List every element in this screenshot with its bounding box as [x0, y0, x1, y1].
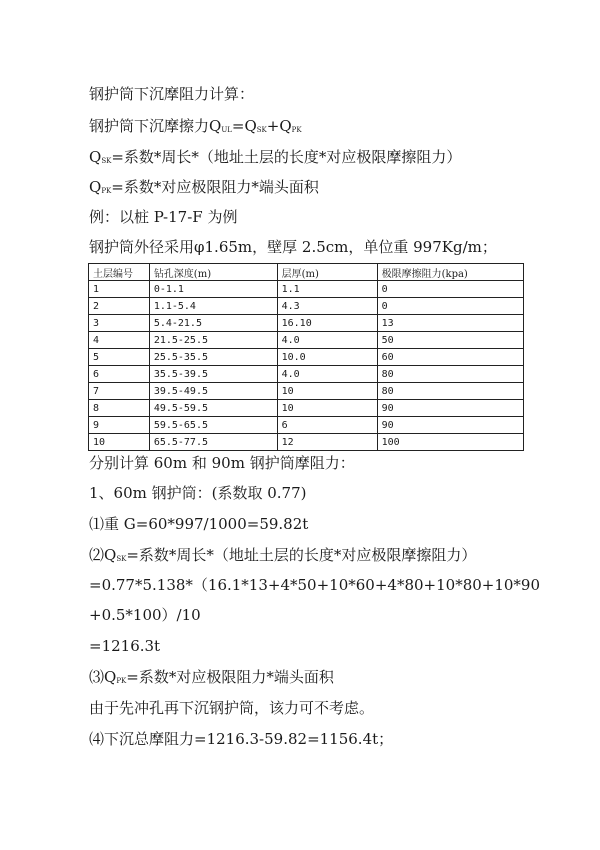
table-row — [89, 281, 524, 298]
header-depth: 钻孔深度(m) — [149, 264, 277, 281]
cell: 50 — [377, 332, 523, 349]
step-2-qsk: $⑵Q_{SK}=$系数*周长*（地址土层的长度*对应极限摩擦阻力） — [89, 546, 477, 564]
cell: 2 — [89, 298, 150, 315]
calc-intro: 分别计算 60m 和 90m 钢护筒摩阻力： — [89, 454, 355, 472]
cell: 4 — [89, 332, 150, 349]
step-4-total: ⑷下沉总摩阻力=1216.3-59.82=1156.4t； — [89, 730, 394, 748]
example-line: 例：以桩 P-17-F 为例 — [89, 208, 238, 226]
cell: 100 — [377, 434, 523, 451]
cell: 10 — [277, 383, 377, 400]
cell: 59.5-65.5 — [149, 417, 277, 434]
table-row — [89, 366, 524, 383]
friction-formula: 钢护筒下沉摩擦力$Q_{UL}=Q_{SK}+Q_{PK}$ — [89, 117, 302, 135]
pipe-spec: 钢护筒外径采用φ1.65m，壁厚 2.5cm，单位重 997Kg/m； — [89, 238, 497, 256]
cell: 80 — [377, 366, 523, 383]
cell: 6 — [277, 417, 377, 434]
cell: 10 — [277, 400, 377, 417]
header-layer-no: 土层编号 — [89, 264, 150, 281]
cell: 1.1 — [277, 281, 377, 298]
header-thickness: 层厚(m) — [277, 264, 377, 281]
cell: 5.4-21.5 — [149, 315, 277, 332]
cell: 35.5-39.5 — [149, 366, 277, 383]
cell: 0 — [377, 298, 523, 315]
cell: 4.0 — [277, 366, 377, 383]
step-3-note: 由于先冲孔再下沉钢护筒，该力可不考虑。 — [89, 699, 375, 717]
table-row — [89, 298, 524, 315]
cell: 3 — [89, 315, 150, 332]
table-row — [89, 383, 524, 400]
section-heading: 钢护筒下沉摩阻力计算： — [89, 85, 255, 103]
cell: 21.5-25.5 — [149, 332, 277, 349]
cell: 90 — [377, 400, 523, 417]
cell: 25.5-35.5 — [149, 349, 277, 366]
cell: 39.5-49.5 — [149, 383, 277, 400]
step-1-weight: ⑴重 G=60*997/1000=59.82t — [89, 515, 309, 533]
table-row — [89, 349, 524, 366]
cell: 90 — [377, 417, 523, 434]
step-2-expression: =0.77*5.138*（16.1*13+4*50+10*60+4*80+10*80+10*90 — [89, 576, 541, 594]
table-row — [89, 400, 524, 417]
cell: 7 — [89, 383, 150, 400]
cell: 16.10 — [277, 315, 377, 332]
header-friction: 极限摩擦阻力(kpa) — [377, 264, 523, 281]
cell: 80 — [377, 383, 523, 400]
cell: 10 — [89, 434, 150, 451]
cell: 1 — [89, 281, 150, 298]
cell: 12 — [277, 434, 377, 451]
qpk-definition: $Q_{PK}=$系数*对应极限阻力*端头面积 — [89, 178, 319, 196]
cell: 4.3 — [277, 298, 377, 315]
cell: 0-1.1 — [149, 281, 277, 298]
cell: 10.0 — [277, 349, 377, 366]
step-2-expression-cont: +0.5*100）/10 — [89, 606, 201, 624]
cell: 6 — [89, 366, 150, 383]
calc-60m-heading: 1、60m 钢护筒：(系数取 0.77) — [89, 484, 307, 502]
cell: 1.1-5.4 — [149, 298, 277, 315]
step-3-qpk: $⑶Q_{PK}=$系数*对应极限阻力*端头面积 — [89, 668, 334, 686]
qsk-definition: $Q_{SK}=$系数*周长*（地址土层的长度*对应极限摩擦阻力） — [89, 148, 462, 166]
cell: 0 — [377, 281, 523, 298]
cell: 60 — [377, 349, 523, 366]
cell: 8 — [89, 400, 150, 417]
cell: 65.5-77.5 — [149, 434, 277, 451]
cell: 5 — [89, 349, 150, 366]
table-header-row — [89, 264, 524, 281]
cell: 49.5-59.5 — [149, 400, 277, 417]
table-row — [89, 417, 524, 434]
step-2-result: =1216.3t — [89, 637, 161, 655]
cell: 4.0 — [277, 332, 377, 349]
table-row — [89, 434, 524, 451]
soil-layer-table — [88, 263, 524, 451]
table-row — [89, 332, 524, 349]
cell: 13 — [377, 315, 523, 332]
table-row — [89, 315, 524, 332]
cell: 9 — [89, 417, 150, 434]
